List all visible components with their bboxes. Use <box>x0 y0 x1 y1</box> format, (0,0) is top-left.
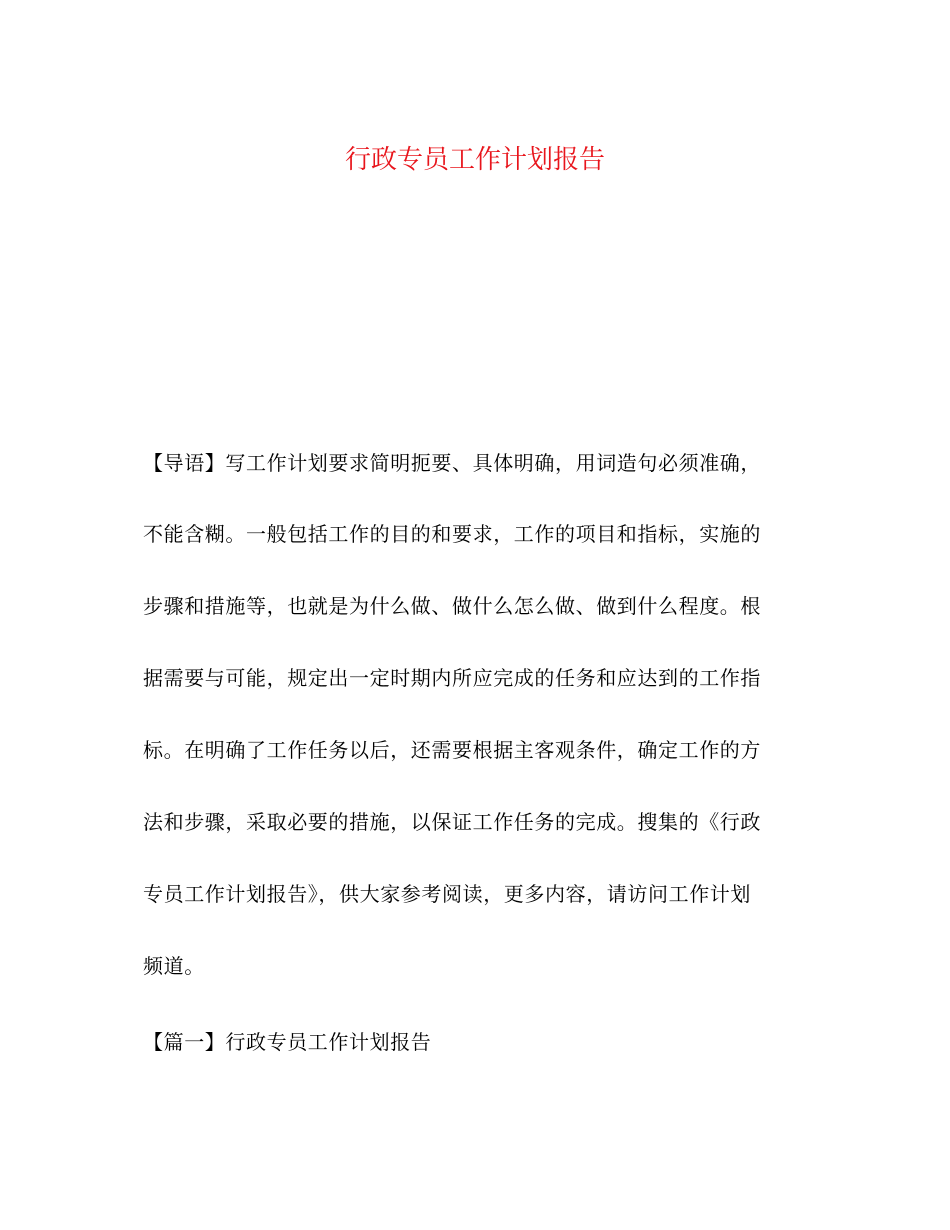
section-heading: 【篇一】行政专员工作计划报告 <box>143 1030 432 1054</box>
intro-line: 据需要与可能，规定出一定时期内所应完成的任务和应达到的工作指 <box>143 666 761 690</box>
intro-line: 法和步骤，采取必要的措施，以保证工作任务的完成。搜集的《行政 <box>143 810 761 834</box>
intro-line: 频道。 <box>143 954 205 978</box>
intro-line: 标。在明确了工作任务以后，还需要根据主客观条件，确定工作的方 <box>143 738 761 762</box>
intro-line: 不能含糊。一般包括工作的目的和要求，工作的项目和指标，实施的 <box>143 522 761 546</box>
document-title: 行政专员工作计划报告 <box>344 145 605 175</box>
intro-line: 【导语】写工作计划要求简明扼要、具体明确，用词造句必须准确， <box>143 451 761 475</box>
intro-line: 专员工作计划报告》，供大家参考阅读，更多内容，请访问工作计划 <box>143 882 751 906</box>
intro-line: 步骤和措施等，也就是为什么做、做什么怎么做、做到什么程度。根 <box>143 594 761 618</box>
